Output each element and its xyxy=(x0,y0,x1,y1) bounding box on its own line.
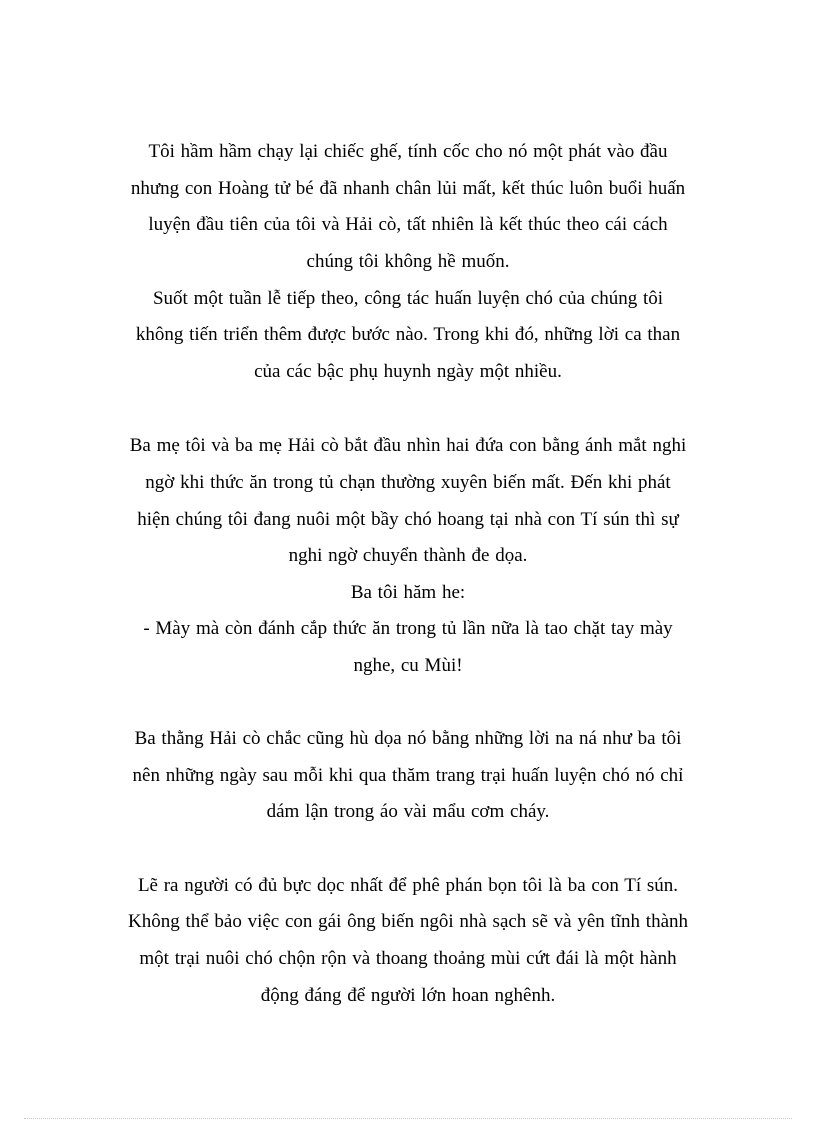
paragraph-7-line-4: động đáng để người lớn hoan nghênh. xyxy=(260,985,556,1006)
paragraph-5-line-1: - Mày mà còn đánh cắp thức ăn trong tủ lần nữa là tao chặt tay mày xyxy=(143,618,673,639)
paragraph-3-line-2: ngờ khi thức ăn trong tủ chạn thường xuyên biến mất. Đến khi phát xyxy=(145,472,671,493)
paragraph-6-line-2: nên những ngày sau mỗi khi qua thăm trang trại huấn luyện chó nó chỉ xyxy=(132,765,684,786)
paragraph-2-line-2: không tiến triển thêm được bước nào. Trong khi đó, những lời ca than xyxy=(135,324,681,345)
paragraph-1-line-4: chúng tôi không hề muốn. xyxy=(306,251,510,272)
paragraph-2-line-1: Suốt một tuần lễ tiếp theo, công tác huấn luyện chó của chúng tôi xyxy=(152,288,664,309)
paragraph-6-line-1: Ba thằng Hải cò chắc cũng hù dọa nó bằng những lời na ná như ba tôi xyxy=(134,728,682,749)
paragraph-6-line-3: dám lận trong áo vài mẩu cơm cháy. xyxy=(266,801,550,822)
page-bottom-divider xyxy=(24,1118,792,1119)
paragraph-1-line-3: luyện đầu tiên của tôi và Hải cò, tất nhiên là kết thúc theo cái cách xyxy=(148,214,668,235)
paragraph-2-line-3: của các bậc phụ huynh ngày một nhiều. xyxy=(254,361,562,382)
paragraph-3-line-3: hiện chúng tôi đang nuôi một bầy chó hoang tại nhà con Tí sún thì sự xyxy=(137,509,679,530)
paragraph-3-line-4: nghi ngờ chuyển thành đe dọa. xyxy=(288,545,528,566)
paragraph-7-line-3: một trại nuôi chó chộn rộn và thoang thoảng mùi cứt đái là một hành xyxy=(139,948,677,969)
paragraph-1-line-2: nhưng con Hoàng tử bé đã nhanh chân lủi mất, kết thúc luôn buổi huấn xyxy=(130,178,686,199)
paragraph-7-line-2: Không thể bảo việc con gái ông biến ngôi nhà sạch sẽ và yên tĩnh thành xyxy=(127,911,689,932)
paragraph-5-line-2: nghe, cu Mùi! xyxy=(353,655,463,676)
paragraph-1-line-1: Tôi hầm hầm chạy lại chiếc ghế, tính cốc cho nó một phát vào đầu xyxy=(148,141,668,162)
paragraph-7-line-1: Lẽ ra người có đủ bực dọc nhất để phê phán bọn tôi là ba con Tí sún. xyxy=(137,875,679,896)
paragraph-4-line-1: Ba tôi hăm he: xyxy=(350,582,466,603)
paragraph-3-line-1: Ba mẹ tôi và ba mẹ Hải cò bắt đầu nhìn hai đứa con bằng ánh mắt nghi xyxy=(129,435,687,456)
